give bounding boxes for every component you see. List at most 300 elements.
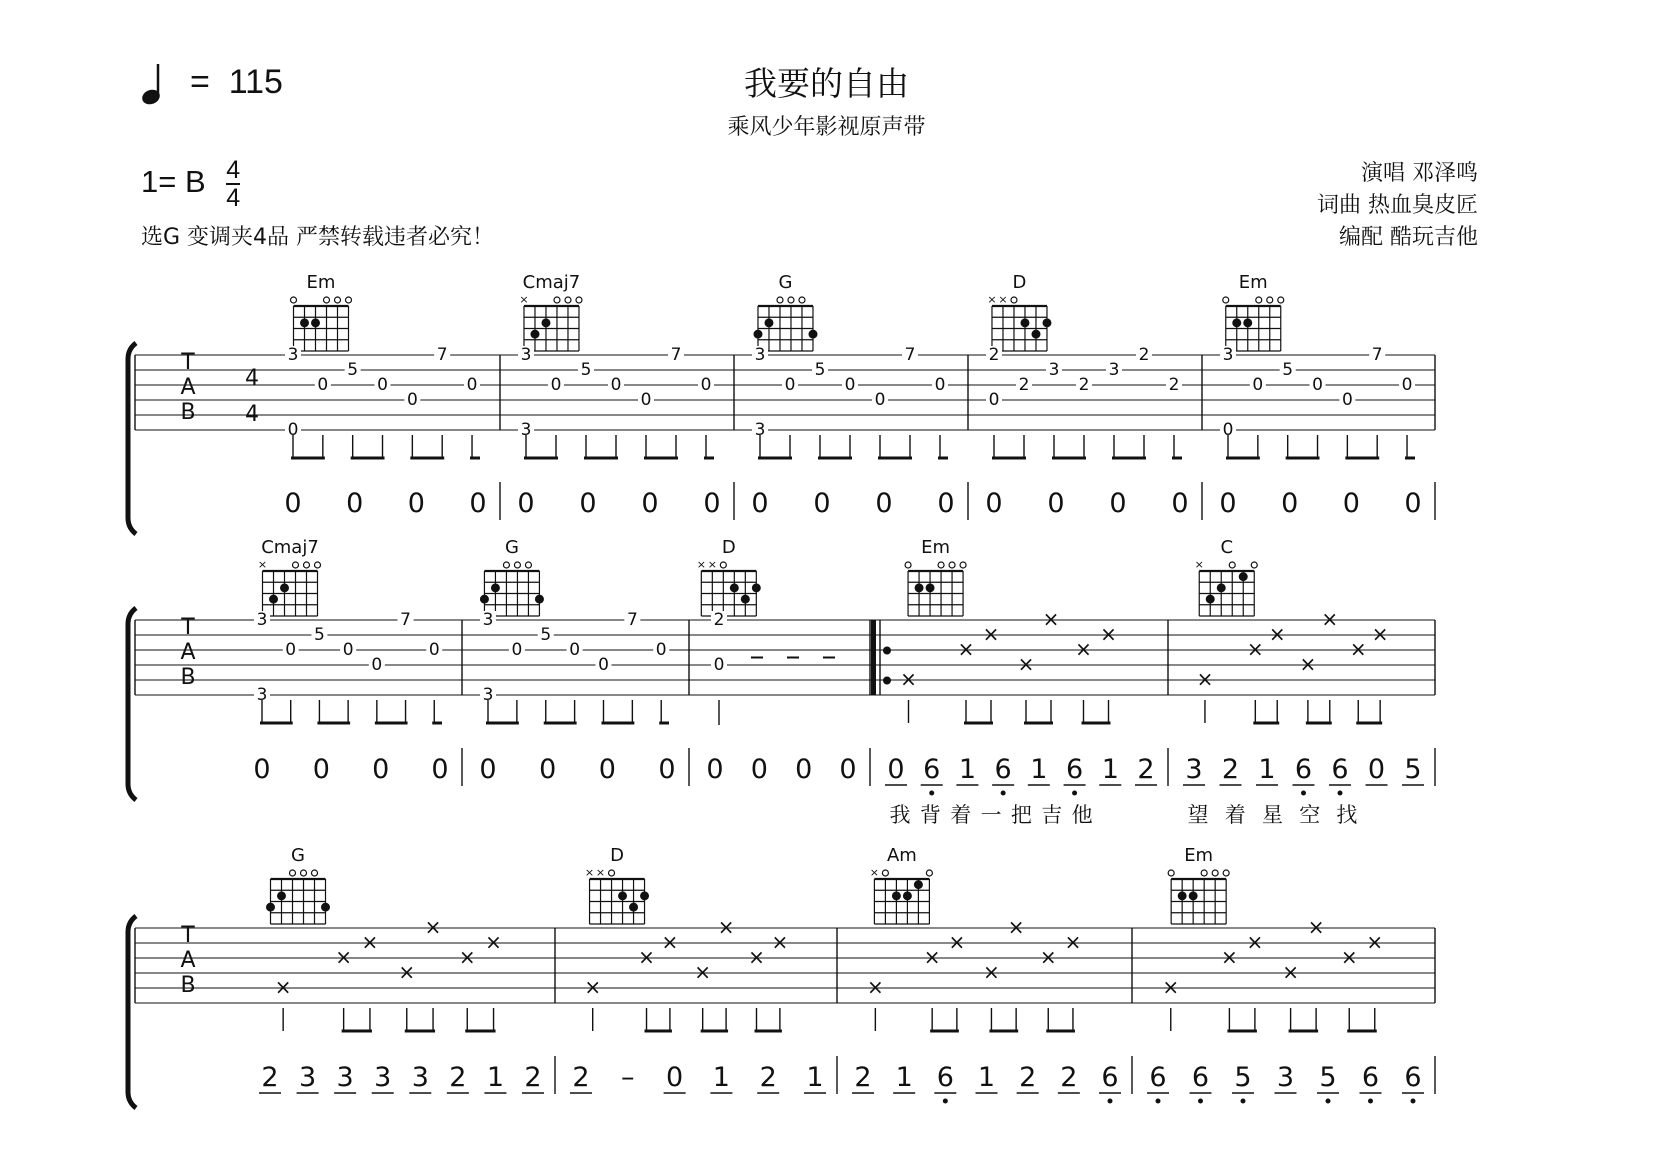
chord-diagram [987,272,1051,351]
jianpu-digit: 6 [1065,754,1084,785]
finger-dot [752,583,761,592]
strum-mark-icon: × [274,975,292,999]
muted-string-icon: × [869,866,880,879]
jianpu-digit: 0 [666,1062,684,1093]
strum-mark-icon: × [1039,945,1057,969]
jianpu-digit: 5 [1404,754,1422,785]
muted-string-icon: × [595,866,606,879]
strum-mark-icon: × [771,930,789,954]
jianpu-digit: 2 [854,1062,872,1093]
tab-number: 5 [314,625,325,645]
octave-dot [1326,1099,1331,1104]
octave-dot [1368,1099,1373,1104]
open-string-icon [882,870,888,876]
jianpu-digit: 6 [936,1062,954,1093]
muted-string-icon: × [998,293,1008,306]
finger-dot [269,595,278,604]
strum-mark-icon: × [1366,930,1384,954]
jianpu-digit: 2 [449,1062,467,1093]
tab-number: 5 [814,360,826,380]
tab-number: 3 [287,345,299,365]
finger-dot [1189,891,1198,900]
jianpu-digit: 0 [469,488,487,519]
strum-mark-icon: × [983,960,1000,984]
finger-dot [1031,330,1040,339]
tab-time-signature: 4 [245,402,259,427]
chord-name: Am [886,845,917,866]
system-row [135,537,1435,827]
strum-mark-icon: × [1282,960,1299,984]
jianpu-digit: 0 [517,488,535,519]
finger-dot [618,891,627,900]
lyric-char: 把 [1010,803,1032,827]
chord-name: G [778,272,793,293]
jianpu-digit: 1 [958,754,977,785]
tab-number: 0 [655,640,667,660]
octave-dot [1241,1099,1246,1104]
finger-dot [640,891,649,900]
jianpu-digit: 3 [374,1062,392,1093]
finger-dot [629,903,638,912]
singer-credit: 演唱 邓泽鸣 [1361,161,1478,186]
chord-name: G [291,845,305,866]
jianpu-digit: 0 [407,488,425,519]
tab-number: 3 [520,345,532,365]
chord-name: Em [1184,845,1214,866]
tab-number: 7 [670,345,682,365]
jianpu-digit: 2 [1137,754,1155,785]
lyric-char: 他 [1071,803,1093,827]
chord-name: Em [306,272,336,293]
jianpu-digit: 6 [1331,754,1349,785]
strum-mark-icon: × [335,945,353,969]
tab-number: 7 [400,610,411,630]
finger-dot [915,583,924,592]
open-string-icon [324,297,330,303]
jianpu-digit: – [621,1062,635,1093]
tab-number: 2 [1078,375,1090,395]
open-string-icon [1278,297,1284,303]
open-string-icon [905,562,911,568]
jianpu-digit: 0 [312,754,330,785]
muted-string-icon: × [584,866,595,879]
jianpu-digit: 0 [641,488,659,519]
finger-dot [277,891,286,900]
finger-dot [903,891,912,900]
strum-mark-icon: × [1196,667,1214,691]
open-string-icon [312,870,318,876]
jianpu-digit: 3 [298,1062,317,1093]
octave-dot [943,1099,948,1104]
jianpu-digit: 0 [1342,488,1360,519]
jianpu-digit: 6 [1191,1062,1210,1093]
strum-mark-icon: × [948,930,966,954]
open-string-icon [525,562,531,568]
finger-dot [480,595,489,604]
finger-dot [491,583,500,592]
tab-number: 0 [371,655,383,675]
finger-dot [1243,318,1252,327]
tab-number: 2 [713,610,725,630]
open-string-icon [788,297,794,303]
strum-mark-icon: × [1246,637,1264,661]
jianpu-digit: 0 [887,754,905,785]
strum-mark-icon: × [1340,945,1358,969]
finger-dot [914,880,923,889]
tab-number: 0 [285,640,297,660]
strum-mark-icon: × [1268,622,1286,646]
open-string-icon [926,870,932,876]
jianpu-digit: 1 [977,1062,996,1093]
tab-number: 0 [569,640,581,660]
lyric-char: 空 [1299,803,1321,827]
tab-number: 0 [428,640,440,660]
strum-mark-icon: × [982,622,1000,646]
jianpu-digit: 0 [795,754,813,785]
strum-mark-icon: × [1321,607,1339,631]
finger-dot [1239,572,1248,581]
jianpu-digit: 6 [1149,1062,1167,1093]
strum-mark-icon: × [361,930,379,954]
tab-clef-letter: T [181,923,195,948]
chord-diagram [870,845,933,924]
jianpu-digit: 1 [712,1062,730,1093]
jianpu-digit: 6 [923,754,941,785]
tab-number: 0 [784,375,796,395]
finger-dot [764,318,773,327]
open-string-icon [949,562,955,568]
jianpu-digit: 0 [751,488,769,519]
jianpu-digit: 1 [806,1062,824,1093]
jianpu-digit: 6 [1404,1062,1422,1093]
strum-mark-icon: × [694,960,712,984]
tab-number: 0 [1252,375,1264,395]
chord-diagram [266,845,330,924]
tab-number: 3 [256,685,268,705]
key-label: 1= B [141,164,206,200]
tab-clef-letter: B [180,665,196,690]
tab-number: 0 [377,375,388,395]
tab-number: 3 [256,610,268,630]
open-string-icon [301,870,307,876]
open-string-icon [1168,870,1174,876]
tab-number: 0 [598,655,609,675]
jianpu-digit: 1 [1101,754,1119,785]
system-row [135,272,1435,520]
tab-number: 0 [1222,420,1234,440]
strum-mark-icon: × [1007,915,1025,939]
open-string-icon [1201,870,1207,876]
tempo-value: 115 [228,62,283,101]
finger-dot [926,583,935,592]
lyric-char: 我 [889,803,911,827]
strum-mark-icon: × [485,930,502,954]
time-top: 4 [226,156,241,184]
tab-number: 0 [511,640,523,660]
finger-dot [300,318,309,327]
finger-dot [730,583,739,592]
jianpu-digit: 0 [658,754,676,785]
tab-number: 2 [1138,345,1150,365]
open-string-icon [1251,562,1257,568]
octave-dot [1338,791,1343,796]
jianpu-digit: 2 [261,1062,279,1093]
muted-string-icon: × [987,293,997,306]
octave-dot [1108,1099,1113,1104]
tab-clef-letter: T [181,615,195,640]
tab-number: 0 [640,390,652,410]
finger-dot [311,318,320,327]
time-bottom: 4 [226,184,241,212]
open-string-icon [777,297,783,303]
open-string-icon [1011,297,1017,303]
chord-diagram [258,537,321,616]
open-string-icon [938,562,944,568]
tab-clef-letter: A [180,375,196,400]
octave-dot [1156,1099,1161,1104]
open-string-icon [304,562,310,568]
finger-dot [1178,891,1187,900]
tempo-equals: = [190,62,210,101]
jianpu-digit: 2 [759,1062,777,1093]
chord-name: D [610,845,624,866]
tab-number: 2 [1018,375,1030,395]
open-string-icon [960,562,966,568]
chord-diagram [480,537,544,616]
tab-number: 5 [540,625,552,645]
strum-mark-icon: × [1246,930,1264,954]
open-string-icon [1223,297,1229,303]
octave-dot [1001,791,1006,796]
tab-number: 3 [1048,360,1060,380]
song-subtitle: 乘风少年影视原声带 [727,115,926,140]
chord-name: D [721,537,736,558]
strum-mark-icon: × [900,667,917,691]
tab-number: 3 [1108,360,1120,380]
chord-diagram [1223,272,1284,351]
strum-mark-icon: × [1221,945,1238,969]
lyric-char: 望 [1187,803,1209,827]
chord-name: Em [1238,272,1268,293]
tab-number: 0 [844,375,856,395]
song-title: 我要的自由 [744,64,909,103]
open-string-icon [293,562,299,568]
repeat-thick-bar [871,620,876,695]
tab-number: 0 [988,390,1000,410]
open-string-icon [1229,562,1235,568]
jianpu-digit: 1 [1030,754,1048,785]
chord-diagram [753,272,817,351]
open-string-icon [576,297,582,303]
muted-string-icon: × [257,558,268,571]
jianpu-digit: 0 [479,754,497,785]
chord-diagram [519,272,582,351]
jianpu-digit: 0 [346,488,364,519]
jianpu-digit: 0 [750,754,768,785]
finger-dot [741,595,750,604]
finger-dot [541,318,550,327]
tab-number: 5 [1282,360,1294,380]
tab-number: 3 [1222,345,1234,365]
tab-number: 0 [610,375,622,395]
tab-number: 3 [482,685,494,705]
tab-number: 0 [874,390,886,410]
jianpu-digit: 0 [1047,488,1065,519]
jianpu-digit: 0 [372,754,390,785]
open-string-icon [503,562,509,568]
strum-mark-icon: × [717,915,735,939]
lyric-char: 着 [950,803,972,827]
open-string-icon [720,562,726,568]
lyric-char: 背 [919,803,941,827]
lyric-char: 吉 [1041,803,1063,827]
open-string-icon [1267,297,1273,303]
chord-diagram [585,845,649,924]
jianpu-digit: 2 [572,1062,590,1093]
jianpu-digit: 3 [411,1062,429,1093]
jianpu-digit: 0 [813,488,831,519]
strum-mark-icon: × [398,960,416,984]
tab-number: 3 [520,420,532,440]
octave-dot [1072,791,1077,796]
strum-mark-icon: × [923,945,941,969]
finger-dot [753,330,762,339]
jianpu-digit: 6 [1101,1062,1119,1093]
jianpu-digit: 2 [524,1062,542,1093]
jianpu-digit: 0 [1171,488,1189,519]
tab-number: 7 [436,345,448,365]
finger-dot [321,903,330,912]
tab-clef-letter: T [181,350,195,375]
strum-mark-icon: × [1371,622,1389,646]
octave-dot [1301,791,1306,796]
open-string-icon [1256,297,1262,303]
chord-name: Cmaj7 [522,272,581,293]
tab-number: 3 [754,345,766,365]
jianpu-digit: 0 [539,754,557,785]
arranger-credit: 编配 酷玩吉他 [1339,225,1478,250]
jianpu-digit: 3 [336,1062,354,1093]
strum-mark-icon: × [1162,975,1180,999]
tab-clef-letter: A [180,640,196,665]
open-string-icon [514,562,520,568]
finger-dot [1217,583,1226,592]
open-string-icon [565,297,571,303]
jianpu-digit: 2 [1060,1062,1078,1093]
jianpu-digit: 0 [1404,488,1422,519]
jianpu-digit: 3 [1185,754,1203,785]
strum-mark-icon: × [1075,637,1092,661]
strum-mark-icon: × [1349,637,1367,661]
open-string-icon [1212,870,1218,876]
jianpu-digit: 0 [985,488,1003,519]
tab-number: 3 [482,610,494,630]
open-string-icon [609,870,615,876]
strum-mark-icon: × [584,975,602,999]
tab-number: 5 [580,360,592,380]
jianpu-digit: 6 [1294,754,1313,785]
strum-mark-icon: × [748,945,765,969]
muted-string-icon: × [519,293,529,306]
finger-dot [535,595,544,604]
open-string-icon [799,297,805,303]
strum-mark-icon: × [957,637,975,661]
tab-number: 0 [934,375,946,395]
octave-dot [1198,1099,1203,1104]
jianpu-digit: 2 [1221,754,1240,785]
chord-diagram [1195,537,1258,616]
jianpu-digit: 0 [431,754,449,785]
tab-number: 0 [550,375,562,395]
tab-number: 7 [904,345,916,365]
chord-name: G [504,537,519,558]
jianpu-digit: 0 [579,488,597,519]
muted-string-icon: × [707,558,717,571]
jianpu-digit: 3 [1276,1062,1295,1093]
jianpu-digit: 5 [1234,1062,1252,1093]
tab-clef-letter: A [180,948,196,973]
strum-mark-icon: × [1042,607,1060,631]
jianpu-digit: 0 [839,754,857,785]
finger-dot [1232,318,1241,327]
tab-number: 0 [317,375,329,395]
jianpu-digit: 0 [284,488,302,519]
finger-dot [892,891,901,900]
muted-string-icon: × [1194,558,1204,571]
strum-mark-icon: × [1017,652,1035,676]
jianpu-digit: 1 [1258,754,1276,785]
repeat-dot [883,647,891,655]
jianpu-digit: 0 [1109,488,1127,519]
jianpu-digit: 0 [875,488,893,519]
jianpu-digit: 0 [1219,488,1237,519]
tab-number: 5 [347,360,359,380]
tab-number: 2 [988,345,1000,365]
strum-mark-icon: × [661,930,679,954]
strum-mark-icon: × [424,915,442,939]
muted-string-icon: × [696,558,706,571]
finger-dot [266,903,275,912]
open-string-icon [1223,870,1229,876]
jianpu-digit: 5 [1319,1062,1337,1093]
finger-dot [1206,595,1215,604]
repeat-dot [883,677,891,685]
strum-mark-icon: × [1064,930,1082,954]
tab-number: 2 [1168,375,1180,395]
tab-number: 0 [713,655,725,675]
jianpu-digit: 0 [1367,754,1386,785]
jianpu-digit: 0 [253,754,271,785]
open-string-icon [291,297,297,303]
tab-number: 0 [287,420,299,440]
strum-mark-icon: × [1100,622,1117,646]
open-string-icon [346,297,352,303]
jianpu-digit: 0 [703,488,721,519]
strum-mark-icon: × [866,975,884,999]
tab-number: 7 [626,610,638,630]
chord-name: Em [921,537,951,558]
tab-number: 3 [754,420,766,440]
open-string-icon [335,297,341,303]
jianpu-digit: 0 [706,754,724,785]
jianpu-digit: 6 [994,754,1012,785]
jianpu-digit: 1 [486,1062,505,1093]
tab-time-signature: 4 [245,366,259,391]
jianpu-digit: 6 [1361,1062,1380,1093]
jianpu-digit: 1 [895,1062,913,1093]
tab-clef-letter: B [180,973,196,998]
chord-diagram [1168,845,1229,924]
